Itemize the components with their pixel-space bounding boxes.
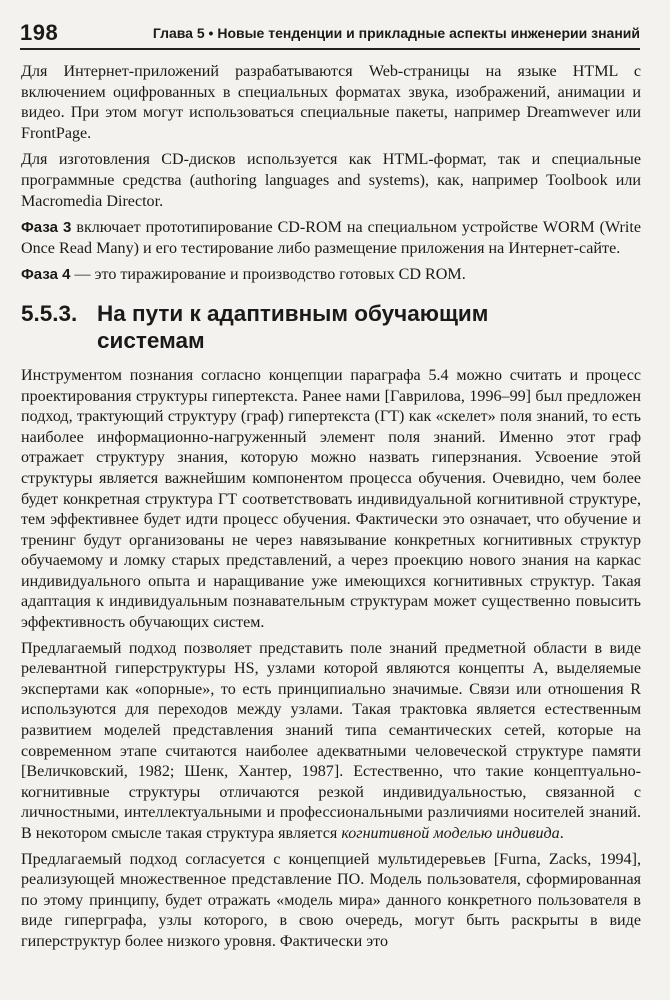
phase-3-label: Фаза 3 (21, 219, 72, 237)
running-head: Глава 5 • Новые тенденции и прикладные аспекты инженерии знаний (152, 25, 640, 41)
paragraph-hyperstructure (21, 639, 641, 845)
hyperstructure-end: . (559, 825, 564, 842)
section-number: 5.5.3. (21, 300, 78, 326)
body-text (21, 62, 641, 958)
phase-4-text: — это тиражирование и производство готовых CD ROM. (70, 266, 466, 284)
phase-3-text: включает прототипирование CD-ROM на специальном устройстве WORM (Write Once Read Many) и его тестирование либо размещение приложения на Интернет-сайте. (21, 219, 641, 257)
paragraph-hypertext: Инструментом познания согласно концепции параграфа 5.4 можно считать и процесс проектирования структуры гипертекста. Ранее нами [Гаврилова, 1996–99] был предложен подход, трактующий структуру (граф) гипертекста (ГТ) как «скелет» поля знаний, то есть наиболее информационно-нагруженный элемент поля знаний. Именно этот граф отражает структуру знания, которую можно назвать гиперзнания. Усвоение этой структуры является важнейшим компонентом процесса обучения. Очевидно, чем более будет конкретная структура ГТ соответствовать индивидуальной когнитивной структуре, тем эффективнее будет идти процесс обучения. Фактически это означает, что обучение и тренинг будут организованы не через навязывание конкретных когнитивных структур обучаемому и ломку старых представлений, а через проекцию нового знания на каркас индивидуального опыта и наращивание уже имеющихся когнитивных структур. Такая адаптация к индивидуальным познавательным структурам может существенно повысить эффективность обучающих систем. (21, 366, 641, 632)
paragraph-phase-4 (21, 265, 641, 286)
section-heading (21, 300, 641, 354)
page-number: 198 (20, 20, 59, 45)
cognitive-model-emphasis: когнитивной моделью индивида (341, 825, 560, 842)
page-header (20, 20, 640, 50)
paragraph-multitrees: Предлагаемый подход согласуется с концепцией мультидеревьев [Furna, Zacks, 1994], реализующей множественное представление ПО. Модель пользователя, сформированная по этому принципу, будет отражать «модель мира» данного конкретного пользователя в виде гиперграфа, узлы которого, в свою очередь, могут быть раскрыты в виде гиперструктур более низкого уровня. Фактически это (21, 850, 641, 950)
section-title-line-2: системам (97, 327, 205, 353)
paragraph-cd-disks: Для изготовления CD-дисков используется как HTML-формат, так и специальные программные средства (authoring languages and systems), как, например Toolbook или Macromedia Director. (21, 151, 641, 210)
section-title-line-1: На пути к адаптивным обучающим (97, 300, 489, 326)
hyperstructure-text: Предлагаемый подход позволяет представить поле знаний предметной области в виде релевантной гиперструктуры HS, узлами которой являются концепты A, выделяемые экспертами как «опорные», то есть принципиально значимые. Связи или отношения R используются для переходов между узлами. Такая трактовка является естественным развитием моделей представления знаний типа семантических сетей, которые на современном этапе считаются наиболее адекватными человеческой структуре памяти [Величковский, 1982; Шенк, Хантер, 1987]. Естественно, что такие концептуально-когнитивные структуры отличаются резкой индивидуальностью, связанной с личностными, интеллектуальными и профессиональными различиями носителей знаний. В некотором смысле такая структура является (21, 639, 641, 842)
phase-4-label: Фаза 4 (21, 266, 71, 284)
paragraph-phase-3 (21, 218, 641, 259)
paragraph-html-apps: Для Интернет-приложений разрабатываются Web-страницы на языке HTML с включением оцифрованных в специальных форматах звука, изображений, анимации и видео. При этом могут использоваться специальные пакеты, например Dreamwever или FrontPage. (21, 63, 641, 142)
